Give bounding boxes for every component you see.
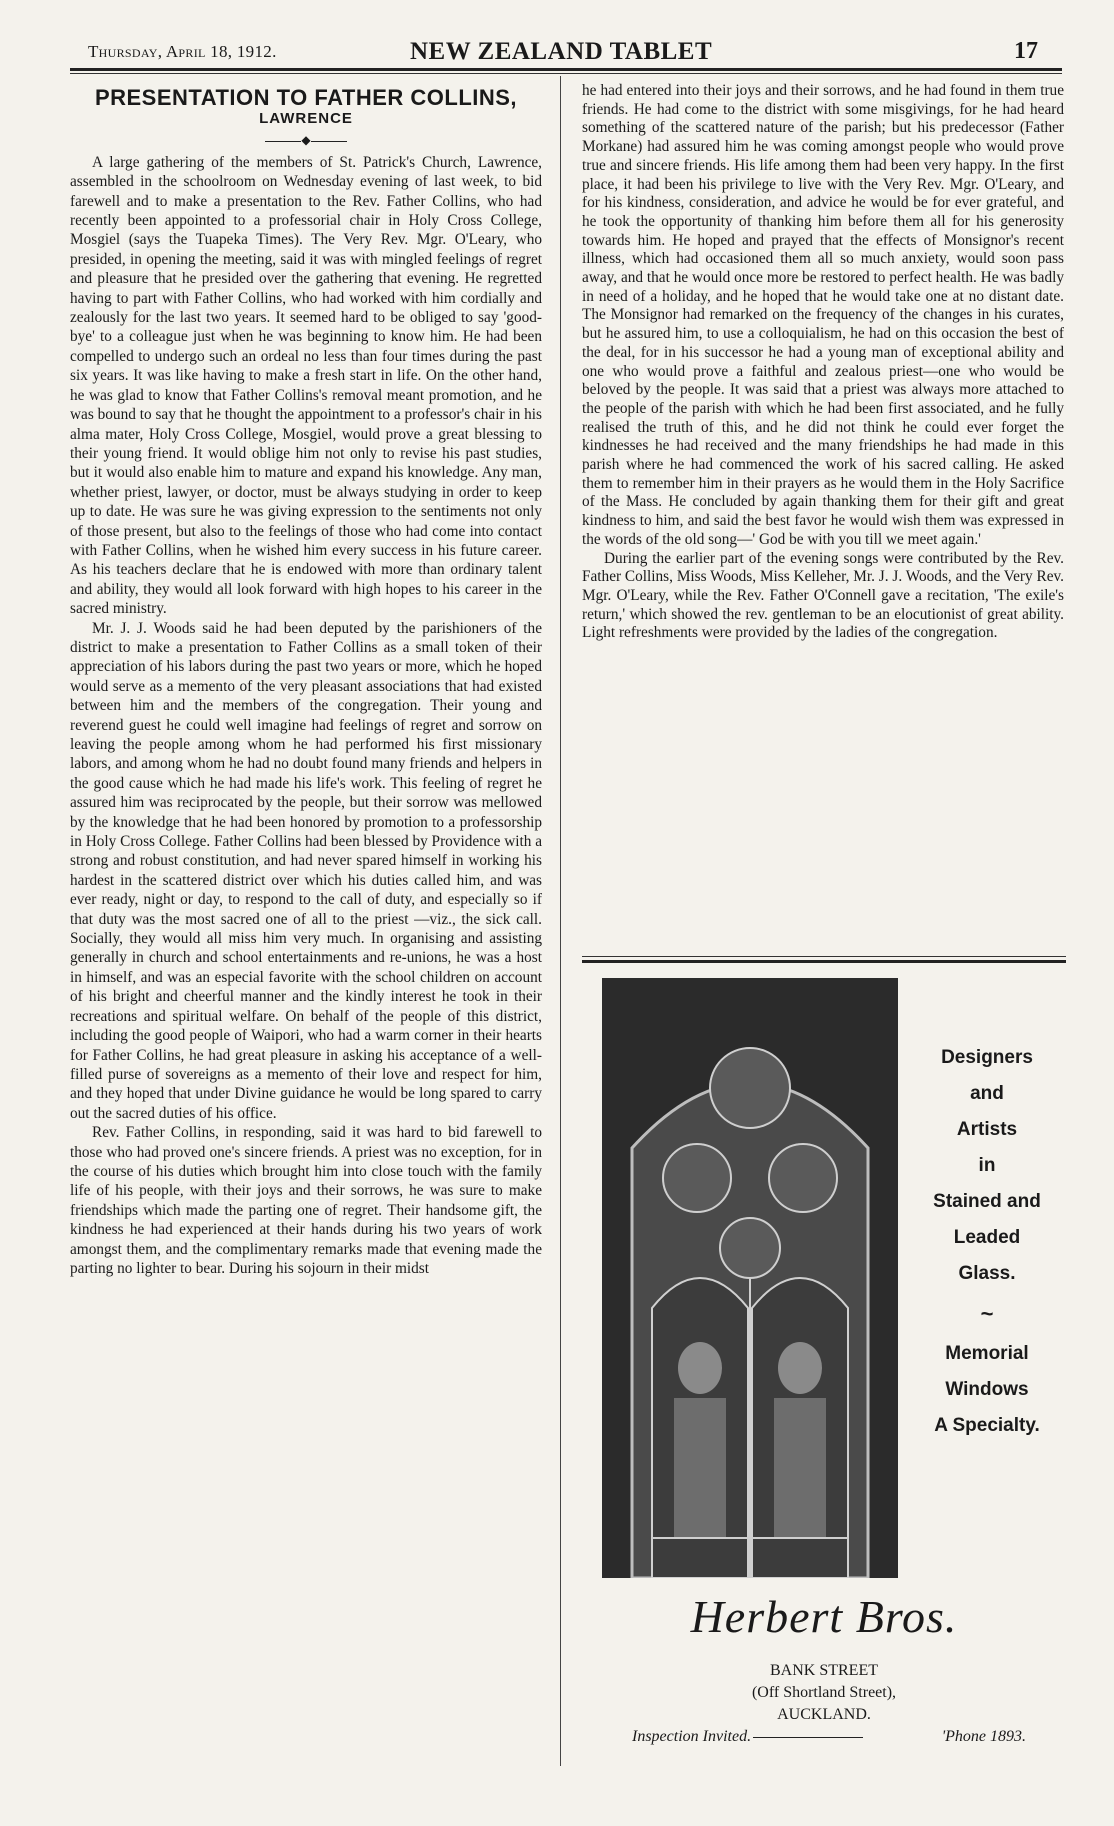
- advertiser-name: Herbert Bros.: [690, 1591, 958, 1642]
- article-paragraph: Rev. Father Collins, in responding, said it was hard to bid farewell to those who had proved one's sincere friends. A priest was no exception, for in the course of his duties which brought him into close touch with the family life of his people, with their joys and their sorrows, he was sure to make friendships which made the parting one of regret. Their handsome gift, the kindness he had experienced at their hands during his two years of work amongst them, and the complimentary remarks made that evening made the parting no lighter to bear. During his sojourn in their midst: [70, 1124, 542, 1277]
- advertiser-address: [582, 1660, 1066, 1726]
- tagline-line: Glass.: [958, 1263, 1016, 1284]
- specialty-line: A Specialty.: [934, 1415, 1040, 1436]
- tagline-line: Designers: [941, 1047, 1033, 1068]
- address-line: BANK STREET: [770, 1662, 878, 1679]
- phone-number: 'Phone 1893.: [941, 1728, 1026, 1745]
- address-line: (Off Shortland Street),: [751, 1684, 897, 1701]
- specialty-line: Memorial: [945, 1343, 1029, 1364]
- diamond-icon: ◆: [301, 132, 311, 147]
- issue-date: Thursday, April 18, 1912.: [88, 42, 277, 61]
- tagline-line: Artists: [956, 1119, 1018, 1140]
- article-end-rule-thick: [582, 960, 1066, 963]
- article-paragraph: During the earlier part of the evening songs were contributed by the Rev. Father Collins, Miss Woods, Miss Kelleher, Mr. J. J. Woods, and the Very Rev. Mgr. O'Leary, while the Rev. Father O'Connell gave a recitation, 'The exile's return,' which showed the rev. gentleman to be an elocutionist of great ability. Light refreshments were provided by the ladies of the congregation.: [582, 549, 1064, 642]
- advertisement: [582, 970, 1066, 1745]
- column-divider: [560, 76, 561, 1766]
- address-line: AUCKLAND.: [777, 1706, 871, 1723]
- specialty-line: Windows: [945, 1379, 1029, 1400]
- header-rule: [70, 68, 1062, 71]
- inspection-invited: Inspection Invited.: [632, 1728, 752, 1745]
- article-paragraph: he had entered into their joys and their sorrows, and he had found in them true friends. He had come to the district with some misgivings, for he had heard something of the scattered nature of the parish; but his predecessor (Father Morkane) had assured him he was coming amongst people who would prove true and sincere friends. His life among them had been very happy. In the first place, it had been his privilege to live with the Very Rev. Mgr. O'Leary, and for his kindness, consideration, and advice he would be for ever grateful, and he took the opportunity of thanking him before them all for his generosity towards him. He hoped and prayed that the effects of Monsignor's recent illness, which had occasioned them all so much anxiety, would soon pass away, and that he would once more be restored to perfect health. He was badly in need of a holiday, and he hoped that he would take one at no distant date. The Monsignor had remarked on the frequency of the changes in his curates, but he assured him, to use a colloquialism, he had on this occasion the best of the deal, for in his successor he had a young man of exceptional ability and one who would prove a faithful and zealous priest—one who would be beloved by the people. It was said that a priest was always more attached to the people of the parish with which he had been first associated, and he fully realised the truth of this, and he did not think he could ever forget the kindnesses he had received and the many friendships he had made in this parish where he had commenced the work of his sacred calling. He asked them to remember him in their prayers as he would them in the Holy Sacrifice of the Mass. He concluded by again thanking them for their gift and great kindness to him, and said the best favor he would wish them was expressed in the words of the old song—' God be with you till we meet again.': [582, 82, 1064, 548]
- swash-ornament: ~: [980, 1301, 994, 1326]
- header-rule-thin: [70, 73, 1062, 74]
- article-paragraph: A large gathering of the members of St. Patrick's Church, Lawrence, assembled in the schoolroom on Wednesday evening of last week, to bid farewell and to make a presentation to the Rev. Father Collins, who had recently been appointed to a professorial chair in Holy Cross College, Mosgiel (says the Tuapeka Times). The Very Rev. Mgr. O'Leary, who presided, in opening the meeting, said it was with mingled feelings of regret and pleasure that he presided over the gathering that evening. He regretted having to part with Father Collins, who had worked with him cordially and zealously for the last two years. It seemed hard to be obliged to say 'good-bye' to a colleague just when he was beginning to know him. He had been compelled to undergo such an ordeal no less than four times during the past six years. It was like having to make a fresh start in life. On the other hand, he was glad to know that Father Collins's removal meant promotion, and he was bound to say that he thought the appointment to a professor's chair in his alma mater, Holy Cross College, Mosgiel, would prove a great blessing to their young friend. It would oblige him not only to revise his past studies, but it would also enable him to mature and expand his knowledge. Any man, whether priest, lawyer, or doctor, must be always studying in order to keep up to date. He was sure he was giving expression to the sentiments not only of those present, but also to the feelings of those who had come into contact with Father Collins, when he wished him every success in his future career. As his teachers declare that he is endowed with more than ordinary talent and ability, they would all look forward with high hopes to his career in the sacred ministry.: [70, 153, 542, 618]
- article-right-column: [582, 82, 1064, 643]
- tagline-line: in: [978, 1155, 996, 1176]
- stained-glass-window-image: [602, 978, 898, 1578]
- article-headline: PRESENTATION TO FATHER COLLINS,: [94, 85, 518, 110]
- page-number: 17: [1014, 38, 1038, 64]
- tagline-line: and: [970, 1083, 1004, 1104]
- article-subhead: LAWRENCE: [259, 110, 353, 128]
- article-left-column: [70, 82, 542, 1278]
- ornament-divider: [70, 133, 542, 147]
- tagline-line: Stained and: [933, 1191, 1041, 1212]
- newspaper-title: NEW ZEALAND TABLET: [410, 38, 713, 65]
- tagline-line: Leaded: [953, 1227, 1021, 1248]
- ad-footer: [632, 1728, 1052, 1746]
- article-end-rule: [582, 956, 1066, 957]
- ad-tagline: [912, 1040, 1062, 1444]
- masthead: [70, 38, 1060, 66]
- article-paragraph: Mr. J. J. Woods said he had been deputed by the parishioners of the district to make a presentation to Father Collins as a small token of their appreciation of his labors during the past two years or more, which he hoped would serve as a memento of the very pleasant associations that had existed between him and the members of the congregation. Their young and reverend guest he could well imagine had feelings of regret and sorrow on leaving the people among whom he had performed his first missionary labors, and among whom he had no doubt found many friends and helpers in the good cause which he had made his life's work. This feeling of regret he assured him was reciprocated by the people, but their sorrow was mellowed by the knowledge that he had been honored by promotion to a professorship in Holy Cross College. Father Collins had been blessed by Providence with a strong and robust constitution, and had never spared himself in working his hardest in the scattered district over which his duties called him, and was ever ready, night or day, to respond to the call of duty, and especially so if that duty was the most sacred one of all to the priest —viz., the sick call. Socially, they would all miss him very much. In organising and assisting generally in church and school entertainments and re-unions, he was a host in himself, and was an especial favorite with the school children on account of his bright and cheerful manner and the kindly interest he took in their recreations and spiritual welfare. On behalf of the people of this district, including the good people of Waipori, who had a warm corner in their hearts for Father Collins, he had great pleasure in asking his acceptance of a well-filled purse of sovereigns as a memento of their love and respect for him, and they hoped that under Divine guidance he would be long spared to carry out the sacred duties of his office.: [70, 619, 543, 1122]
